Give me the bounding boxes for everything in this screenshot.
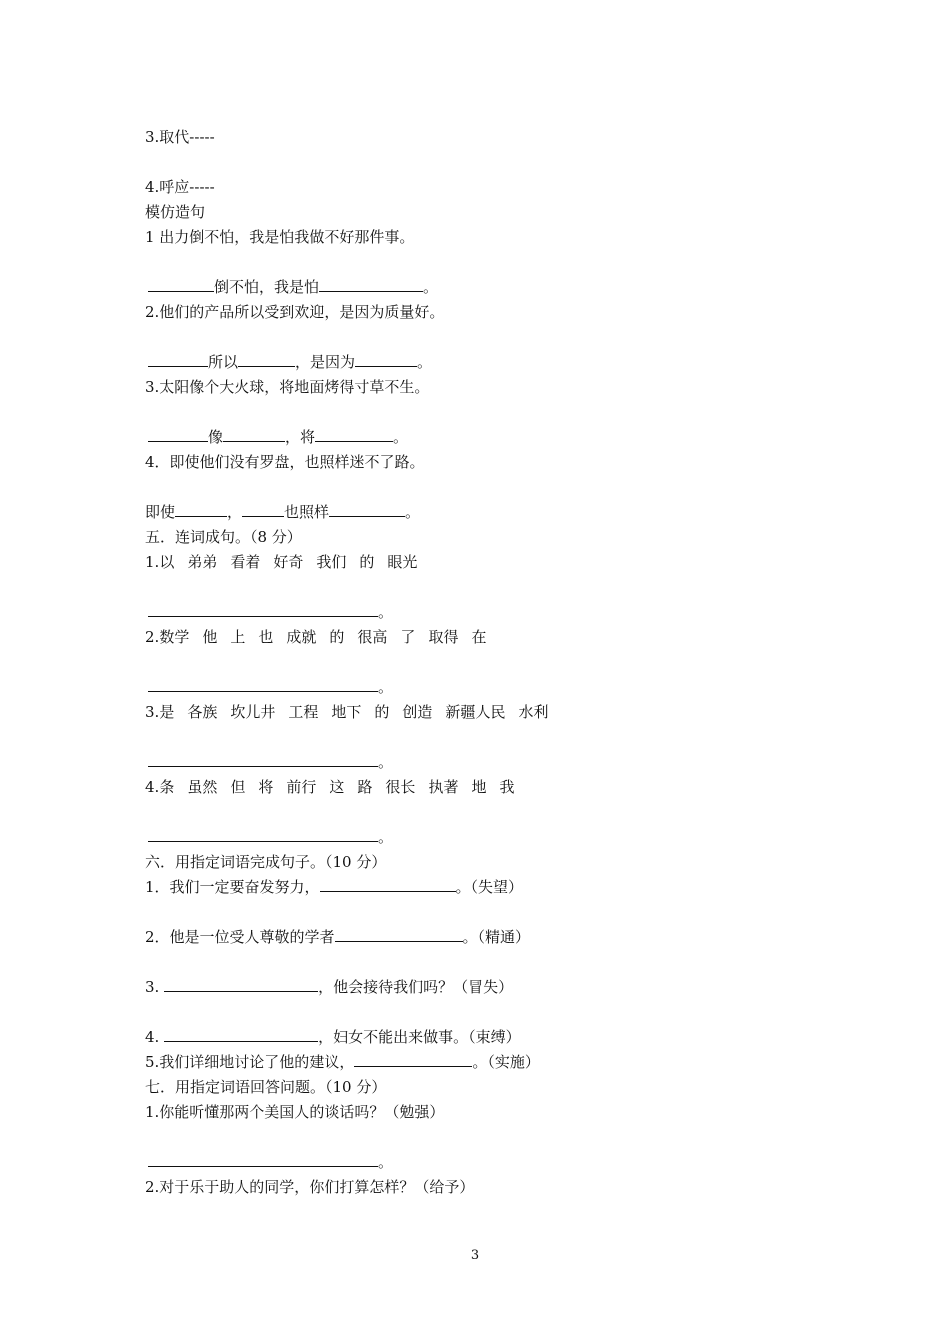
imitate-q4-text: 4．即使他们没有罗盘，也照样迷不了路。 — [145, 453, 425, 471]
item-4-respond: 4.呼应----- — [145, 178, 215, 196]
imitate-q2-text: 2.他们的产品所以受到欢迎，是因为质量好。 — [145, 303, 445, 321]
answer-blank[interactable] — [148, 602, 378, 617]
section6-q4: 4. ，妇女不能出来做事。（束缚） — [145, 1028, 521, 1046]
imitate-q2-answer: 所以 ，是因为 。 — [148, 352, 432, 372]
word-token: 成就 — [286, 628, 317, 646]
answer-blank[interactable] — [164, 1027, 318, 1042]
section5-q1-answer: 。 — [148, 602, 393, 622]
page-number: 3 — [470, 1248, 480, 1263]
word-token: 水利 — [518, 703, 549, 721]
word-token: 将 — [258, 778, 274, 796]
section6-q5: 5.我们详细地讨论了他的建议， 。（实施） — [145, 1053, 540, 1071]
section6-heading: 六．用指定词语完成句子。（10 分） — [145, 853, 387, 871]
word-token: 前行 — [286, 778, 317, 796]
word-token: 看着 — [230, 553, 261, 571]
section6-q3: 3. ，他会接待我们吗？（冒失） — [145, 978, 514, 996]
answer-blank[interactable] — [223, 427, 285, 442]
section6-q1: 1．我们一定要奋发努力， 。（失望） — [145, 878, 524, 896]
answer-blank[interactable] — [148, 752, 378, 767]
word-token: 的 — [359, 553, 375, 571]
section7-q1-answer: 。 — [148, 1152, 393, 1172]
word-token: 我们 — [316, 553, 347, 571]
section5-heading: 五．连词成句。（8 分） — [145, 528, 302, 546]
word-token: 的 — [329, 628, 345, 646]
section5-q1: 1.以 弟弟 看着 好奇 我们 的 眼光 — [145, 553, 418, 571]
word-token: 以 — [159, 553, 175, 571]
answer-blank[interactable] — [148, 352, 208, 367]
word-token: 新疆 — [445, 703, 476, 721]
word-token: 各族 — [187, 703, 218, 721]
word-token: 好奇 — [273, 553, 304, 571]
word-token: 这 — [329, 778, 345, 796]
section7-q2: 2.对于乐于助人的同学，你们打算怎样？（给予） — [145, 1178, 475, 1196]
word-token: 数学 — [159, 628, 190, 646]
imitate-q3-text: 3.太阳像个大火球，将地面烤得寸草不生。 — [145, 378, 430, 396]
section5-q3: 3.是 各族 坎儿井 工程 地下 的 创造 新疆人民 水利 — [145, 703, 549, 721]
word-token: 地下 — [331, 703, 362, 721]
answer-blank[interactable] — [335, 927, 463, 942]
word-token: 很长 — [385, 778, 416, 796]
answer-blank[interactable] — [242, 502, 284, 517]
section5-q3-answer: 。 — [148, 752, 393, 772]
section5-q2: 2.数学 他 上 也 成就 的 很高 了 取得 在 — [145, 628, 487, 646]
imitate-q3-answer: 像 ，将 。 — [148, 427, 408, 447]
word-token: 了 — [400, 628, 416, 646]
answer-blank[interactable] — [355, 352, 417, 367]
answer-blank[interactable] — [315, 427, 393, 442]
item-3-replace: 3.取代----- — [145, 128, 215, 146]
word-token: 但 — [230, 778, 246, 796]
section7-q1: 1.你能听懂那两个美国人的谈话吗？（勉强） — [145, 1103, 445, 1121]
word-token: 也 — [258, 628, 274, 646]
answer-blank[interactable] — [175, 502, 227, 517]
word-token: 创造 — [402, 703, 433, 721]
section5-q4-answer: 。 — [148, 827, 393, 847]
word-token: 人民 — [475, 703, 506, 721]
word-token: 眼光 — [387, 553, 418, 571]
word-token: 上 — [230, 628, 246, 646]
word-token: 执著 — [428, 778, 459, 796]
answer-blank[interactable] — [164, 977, 318, 992]
answer-blank[interactable] — [238, 352, 295, 367]
word-token: 的 — [374, 703, 390, 721]
answer-blank[interactable] — [148, 427, 208, 442]
word-token: 取得 — [428, 628, 459, 646]
answer-blank[interactable] — [148, 677, 378, 692]
word-token: 条 — [159, 778, 175, 796]
answer-blank[interactable] — [329, 502, 405, 517]
word-token: 虽然 — [187, 778, 218, 796]
imitate-q4-answer: 即使 ， 也照样 。 — [145, 503, 421, 521]
answer-blank[interactable] — [354, 1052, 472, 1067]
imitate-q1-answer: 倒不怕，我是怕 。 — [148, 277, 438, 297]
word-token: 弟弟 — [187, 553, 218, 571]
answer-blank[interactable] — [319, 277, 423, 292]
section5-q4: 4.条 虽然 但 将 前行 这 路 很长 执著 地 我 — [145, 778, 515, 796]
answer-blank[interactable] — [320, 877, 456, 892]
word-token: 在 — [471, 628, 487, 646]
answer-blank[interactable] — [148, 277, 214, 292]
word-token: 他 — [202, 628, 218, 646]
word-token: 地 — [471, 778, 487, 796]
answer-blank[interactable] — [148, 827, 378, 842]
word-token: 是 — [159, 703, 175, 721]
word-token: 坎儿井 — [230, 703, 276, 721]
answer-blank[interactable] — [148, 1152, 378, 1167]
section5-q2-answer: 。 — [148, 677, 393, 697]
word-token: 工程 — [288, 703, 319, 721]
word-token: 我 — [499, 778, 515, 796]
section6-q2: 2．他是一位受人尊敬的学者 。（精通） — [145, 928, 531, 946]
word-token: 很高 — [357, 628, 388, 646]
imitate-q1-text: 1 出力倒不怕，我是怕我做不好那件事。 — [145, 228, 415, 246]
section7-heading: 七．用指定词语回答问题。（10 分） — [145, 1078, 387, 1096]
imitate-heading: 模仿造句 — [145, 203, 206, 221]
word-token: 路 — [357, 778, 373, 796]
